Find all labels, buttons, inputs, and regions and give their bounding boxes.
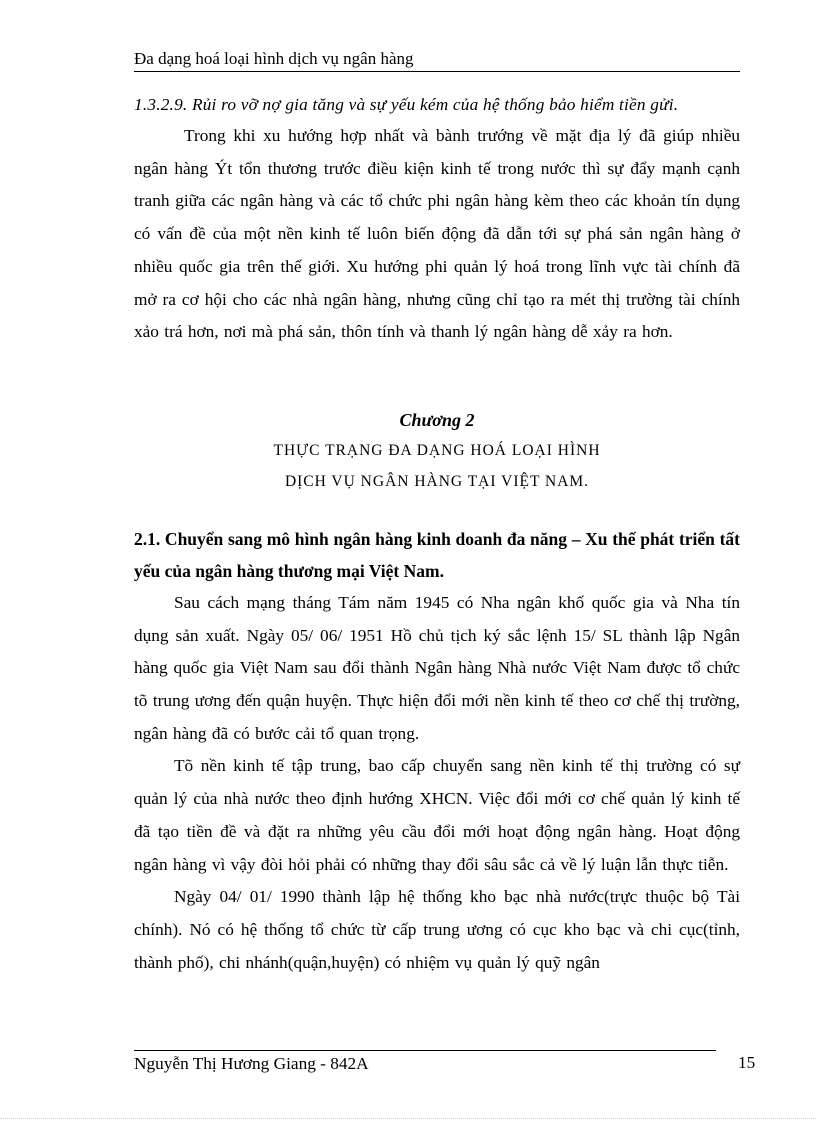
chapter-title-line-1: THỰC TRẠNG ĐA DẠNG HOÁ LOẠI HÌNH <box>273 441 601 459</box>
body-paragraph: Sau cách mạng tháng Tám năm 1945 có Nha ngân khố quốc gia và Nha tín dụng sản xuất. Ngày 05/ 06/ 1951 Hồ chủ tịch ký sắc lệnh 15/ SL thành lập Ngân hàng quốc gia Việt Nam sau đổi thành Ngân hàng Nhà nước Việt Nam được tổ chức tõ trung ương đến quận huyện. Thực hiện đổi mới nền kinh tế theo cơ chế thị trường, ngân hàng đã có bước cải tổ quan trọng. <box>134 592 740 743</box>
page-bottom-dotted-border <box>0 1118 816 1119</box>
chapter-title-line-2: DỊCH VỤ NGÂN HÀNG TẠI VIỆT NAM. <box>284 472 590 490</box>
body-paragraph: Tõ nền kinh tế tập trung, bao cấp chuyển sang nền kinh tế thị trường có sự quản lý của nhà nước theo định hướng XHCN. Việc đổi mới cơ chế quản lý kinh tế đã tạo tiền đề và đặt ra những yêu cầu đổi mới hoạt động ngân hàng. Hoạt động ngân hàng vì vậy đòi hỏi phải có những thay đổi sâu sắc cả về lý luận lẫn thực tiễn. <box>134 756 740 874</box>
body-paragraph: Ngày 04/ 01/ 1990 thành lập hệ thống kho bạc nhà nước(trực thuộc bộ Tài chính). Nó có hệ thống tổ chức từ cấp trung ương có cục kho bạc và chi cục(tỉnh, thành phố), chi nhánh(quận,huyện) có nhiệm vụ quản lý quỹ ngân <box>134 887 740 972</box>
page-number: 15 <box>738 1053 756 1072</box>
footer-divider <box>134 1050 716 1051</box>
header-divider <box>134 71 740 72</box>
body-paragraph: Trong khi xu hướng hợp nhất và bành trướng về mặt địa lý đã giúp nhiều ngân hàng Ýt tổn thương trước điều kiện kinh tế trong nước thì sự đẩy mạnh cạnh tranh giữa các ngân hàng và các tổ chức phi ngân hàng kèm theo các khoản tín dụng có vấn đề của một nền kinh tế luôn biến động đã dẫn tới sự phá sản ngân hàng ở nhiều quốc gia trên thế giới. Xu hướng phi quản lý hoá trong lĩnh vực tài chính đã mở ra cơ hội cho các nhà ngân hàng, nhưng cũng chỉ tạo ra mét thị trường tài chính xảo trá hơn, nơi mà phá sản, thôn tính và thanh lý ngân hàng dễ xảy ra hơn. <box>134 126 740 342</box>
section-heading: 2.1. Chuyển sang mô hình ngân hàng kinh doanh đa năng – Xu thế phát triển tất yếu của ngân hàng thương mại Việt Nam. <box>134 528 740 581</box>
chapter-label: Chương 2 <box>399 409 475 430</box>
chapter-heading-block <box>134 405 740 497</box>
footer-author: Nguyễn Thị Hương Giang - 842A <box>134 1054 369 1073</box>
running-header-title: Đa dạng hoá loại hình dịch vụ ngân hàng <box>134 49 414 68</box>
page-body <box>134 90 740 979</box>
subsection-heading: 1.3.2.9. Rủi ro vỡ nợ gia tăng và sự yếu kém của hệ thống bảo hiểm tiền gửi. <box>134 95 679 114</box>
